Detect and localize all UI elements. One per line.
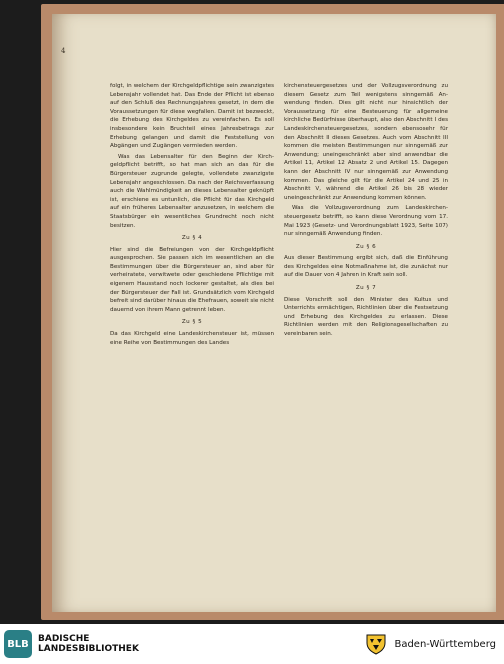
section-heading: Zu § 5 [181,319,203,326]
paragraph: Hier sind die Befreiungen von der Kirchgeldpflicht ausgesprochen. Sie passen sich im wesentlichen an die Bestimmungen über die Bürgersteuer an, sind aber für verheiratete, verwitwete oder geschiedene Pflichtige mit eigenem Hausstand noch lockerer gestaltet, als dies bei der Bürgersteuer der Fall ist. Grundsätzlich vom Kirchgeld befreit sind darüber hinaus die Ehefrauen, soweit sie nicht dauernd von ihrem Mann getrennt leben. [110,246,274,313]
paragraph: Diese Vorschrift soll den Minister des Kultus und Unterrichts ermächtigen, Richtlinien über die Festsetzung und Erhebung des Kirchgeldes zu erlassen. Diese Richtlinien werden mit den Religionsgesellschaften zu vereinbaren sein. [284,296,448,338]
paragraph: Da das Kirchgeld eine Landeskirchensteuer ist, müssen eine Reihe von Bestimmungen des Landes [110,331,274,346]
library-name-line2: LANDESBIBLIOTHEK [38,644,139,654]
coat-of-arms-icon [363,633,389,655]
section-heading: Zu § 4 [181,235,203,242]
state-name: Baden-Württemberg [394,638,496,650]
right-text-column [284,82,448,341]
left-text-column [110,82,274,349]
page-number: 4 [61,47,66,55]
paragraph: Aus dieser Bestimmung ergibt sich, daß die Einführung des Kirchgeldes eine Notmaßnahme ist, die zunächst nur auf die Dauer von 4 Jahren in Kraft sein soll. [284,255,448,279]
paragraph: kirchensteuergesetzes und der Vollzugsverordnung zu diesem Gesetz zum Teil wenigstens sinngemäß Anwendung finden. Dies gilt nicht nur hinsichtlich der Voraussetzung für eine Besteuerung für allgemeine kirchliche Bedürfnisse überhaupt, also den Abschnitt I des Landeskirchensteuergesetzes, sondern ebensosehr für den Abschnitt II dieses Gesetzes. Auch vom Abschnitt III kommen die meisten Bestimmungen nur sinngemäß zur Anwendung; uneingeschränkt aber sind anwendbar die Artikel 11, Artikel 12 Absatz 2 und Artikel 15. Dagegen kann der Abschnitt IV nur sinngemäß zur Anwendung kommen. Das gleiche gilt für die Artikel 24 und 25 in Abschnitt V, während die Artikel 26 bis 28 wieder uneingeschränkt zur Anwendung kommen können. [284,83,448,201]
library-name [38,634,139,654]
footer-bar [0,624,504,664]
paragraph: Was die Vollzugsverordnung zum Landeskirchensteuergesetz betrifft, so kann diese Verordnung vom 17. Mai 1923 (Gesetz- und Verordnungsblatt 1923, Seite 107) nur sinngemäß Anwendung finden. [284,205,448,238]
baden-wuerttemberg-logo[interactable] [363,633,496,655]
paragraph: folgt, in welchem der Kirchgeldpflichtige sein zwanzigstes Lebensjahr vollendet hat. Das Ende der Pflicht ist ebenso auf den Schluß des Rechnungsjahres gesetzt, in dem die Voraussetzungen für diese wegfallen. Damit ist bezweckt, die Erhebung des Kirchgeldes zu vereinfachen. Es soll insbesondere kein Bruchteil eines Jahresbetrags zur Erhebung gelangen und damit die Feststellung von Abgängen und Zugängen vermieden werden. [110,83,274,150]
paragraph: Was das Lebensalter für den Beginn der Kirchgeldpflicht betrifft, so hat man sich an das für die Bürgersteuer zugrunde gelegte, vollendete zwanzigste Lebensjahr angeschlossen. Da nach der Reichsverfassung auch die Wahlmündigkeit an dieses Lebensalter geknüpft ist, erschiene es untunlich, die Pflicht für das Kirchgeld auf ein früheres Lebensalter anzusetzen, in welchem die Staatsbürger ein wesentliches Grundrecht noch nicht besitzen. [110,153,274,229]
section-heading: Zu § 6 [355,243,377,250]
section-heading: Zu § 7 [355,285,377,292]
blb-logo[interactable] [4,630,139,658]
library-name-line1: BADISCHE [38,634,90,644]
blb-badge-icon: BLB [4,630,32,658]
